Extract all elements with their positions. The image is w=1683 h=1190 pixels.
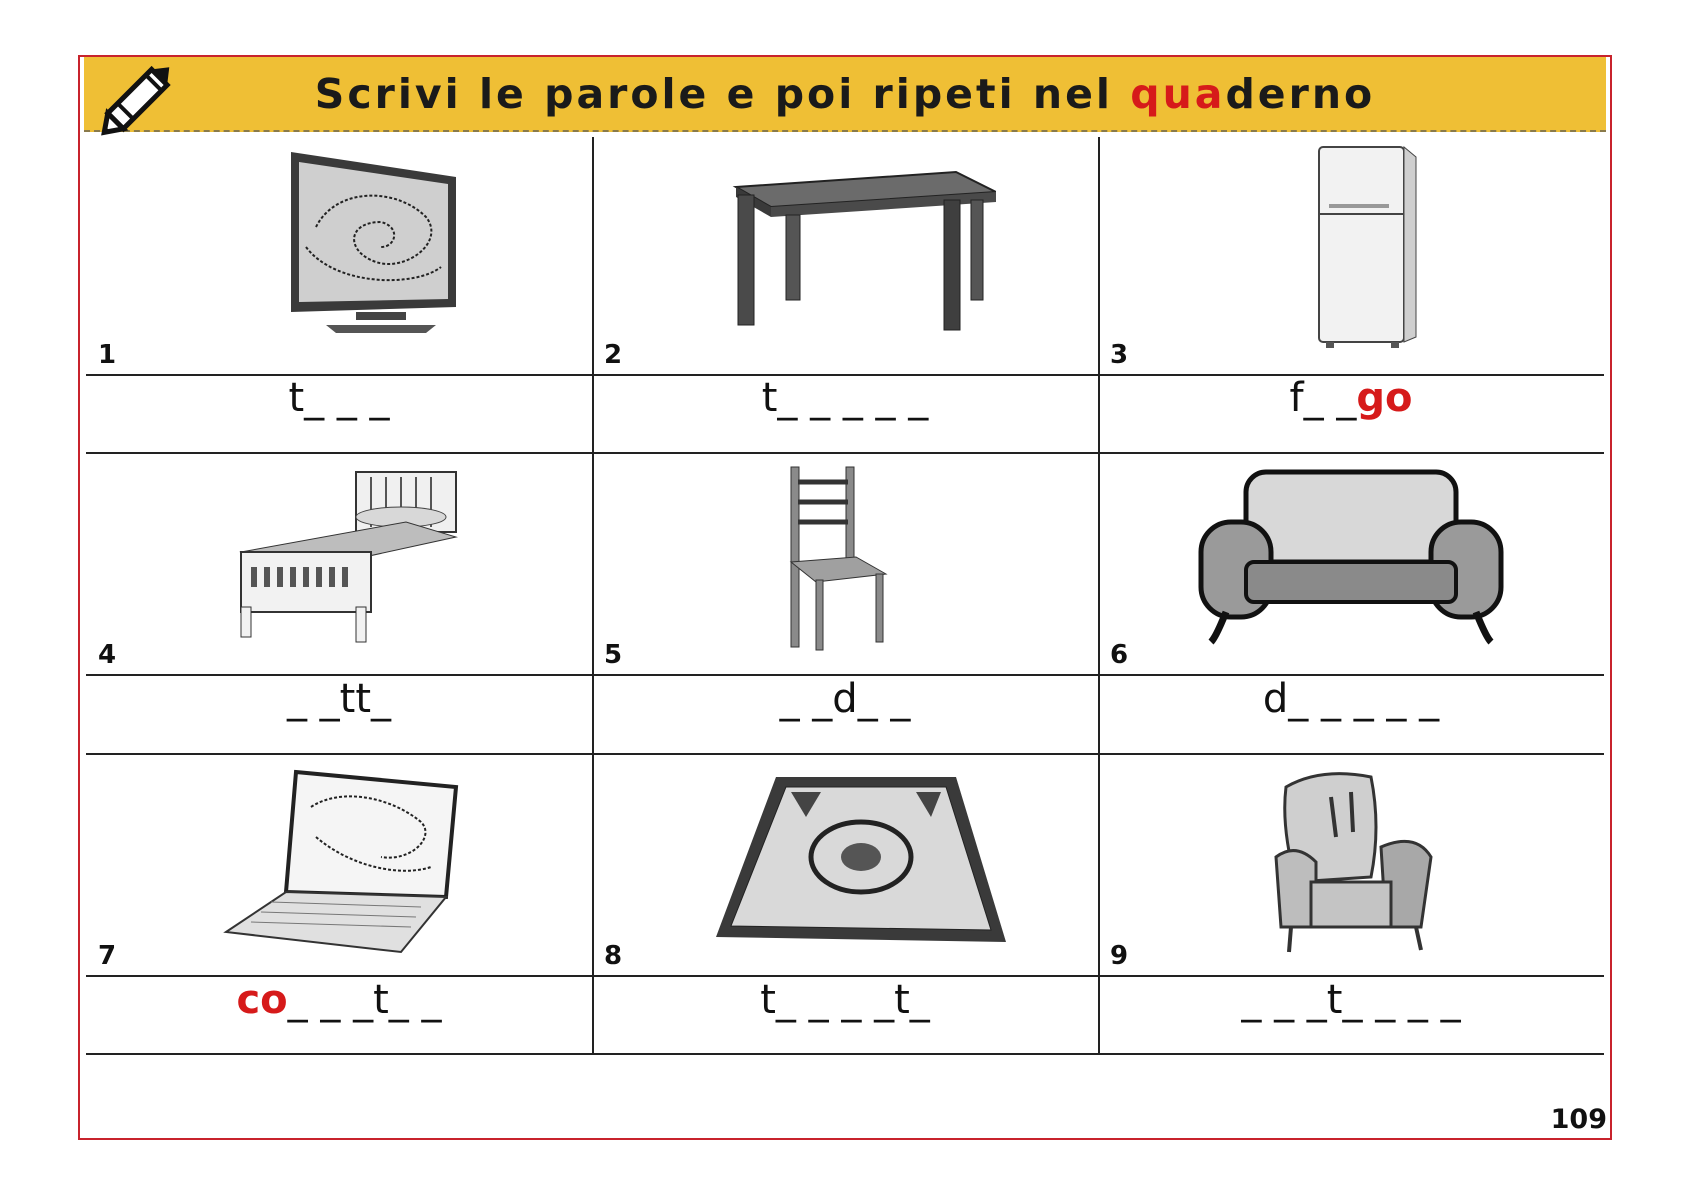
- item-number: 4: [98, 640, 117, 670]
- armchair-picture: [1271, 767, 1441, 962]
- word-segment: _ _ _ _: [775, 977, 895, 1023]
- word-segment: tt: [339, 676, 372, 722]
- word-blank-table[interactable]: [592, 375, 1098, 421]
- item-number: 2: [604, 340, 623, 370]
- word-blank-armchair[interactable]: [1098, 977, 1604, 1023]
- page-title: Scrivi le parole e poi ripeti nel quaderno: [314, 70, 1376, 118]
- chair-picture: [776, 462, 906, 652]
- word-segment: _: [909, 977, 930, 1023]
- carpet-picture: [706, 772, 1026, 952]
- item-number: 1: [98, 340, 117, 370]
- column-divider: [1098, 137, 1100, 1053]
- item-number: 5: [604, 640, 623, 670]
- word-segment: _ _: [857, 676, 911, 722]
- word-blank-laptop[interactable]: [86, 977, 592, 1023]
- sofa-picture: [1196, 467, 1506, 647]
- word-segment: _ _ _: [304, 375, 390, 421]
- word-segment: _ _ _ _ _: [1288, 676, 1440, 722]
- item-number: 9: [1110, 941, 1129, 971]
- table-picture: [726, 162, 996, 332]
- word-segment: t: [373, 977, 389, 1023]
- word-segment: _: [371, 676, 392, 722]
- word-segment: _ _: [286, 676, 340, 722]
- item-number: 6: [1110, 640, 1129, 670]
- bed-picture: [236, 467, 466, 647]
- word-segment: _ _ _ _ _: [777, 375, 929, 421]
- highlighted-letters: go: [1356, 375, 1413, 421]
- word-segment: d: [1262, 676, 1289, 722]
- word-blank-chair[interactable]: [592, 676, 1098, 722]
- word-segment: t: [288, 375, 305, 421]
- row-divider: [86, 452, 1604, 454]
- television-picture: [286, 147, 466, 337]
- item-number: 7: [98, 941, 117, 971]
- word-segment: _ _ _: [1241, 977, 1327, 1023]
- word-segment: t: [894, 977, 910, 1023]
- word-segment: f: [1289, 375, 1304, 421]
- refrigerator-picture: [1311, 142, 1421, 352]
- word-blank-carpet[interactable]: [592, 977, 1098, 1023]
- word-segment: _ _: [388, 977, 442, 1023]
- header-banner: [84, 57, 1606, 132]
- word-segment: _ _ _: [287, 977, 374, 1023]
- item-number: 8: [604, 941, 623, 971]
- word-blank-bed[interactable]: [86, 676, 592, 722]
- item-number: 3: [1110, 340, 1129, 370]
- word-blank-sofa[interactable]: [1098, 676, 1604, 722]
- page-number: 109: [1550, 1104, 1607, 1135]
- pencil-icon: [98, 55, 184, 139]
- word-segment: _ _: [779, 676, 833, 722]
- word-segment: _ _: [1303, 375, 1357, 421]
- word-blank-television[interactable]: [86, 375, 592, 421]
- column-divider: [592, 137, 594, 1053]
- word-segment: d: [832, 676, 858, 722]
- word-blank-refrigerator[interactable]: [1098, 375, 1604, 421]
- word-segment: t: [761, 375, 778, 421]
- row-divider: [86, 1053, 1604, 1055]
- laptop-picture: [221, 767, 471, 957]
- row-divider: [86, 753, 1604, 755]
- highlighted-letters: co: [236, 977, 288, 1023]
- word-segment: _ _ _ _: [1342, 977, 1461, 1023]
- word-segment: t: [1326, 977, 1343, 1023]
- word-segment: t: [760, 977, 776, 1023]
